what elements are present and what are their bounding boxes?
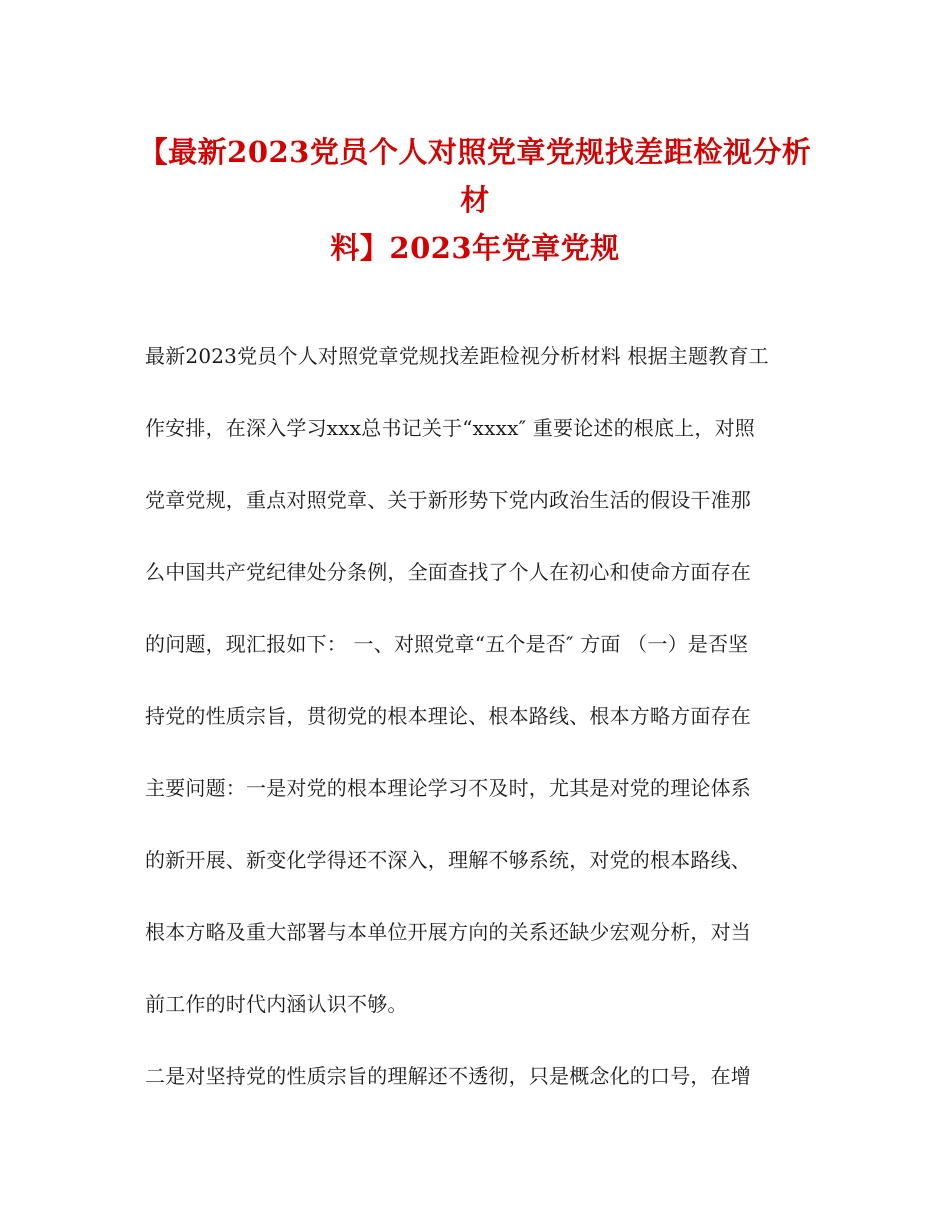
document-title: [130, 128, 820, 272]
body-line: 最新2023党员个人对照党章党规找差距检视分析材料 根据主题教育工: [145, 344, 769, 368]
title-line-1: 【最新2023党员个人对照党章党规找差距检视分析材: [138, 135, 812, 217]
body-line: 作安排，在深入学习xxx总书记关于“xxxx″ 重要论述的根底上，对照: [145, 416, 756, 440]
document-body: [145, 332, 810, 1124]
body-line: 根本方略及重大部署与本单位开展方向的关系还缺少宏观分析，对当: [145, 920, 751, 944]
body-line: 的新开展、新变化学得还不深入，理解不够系统，对党的根本路线、: [145, 848, 751, 872]
body-line: 么中国共产党纪律处分条例，全面查找了个人在初心和使命方面存在: [145, 560, 751, 584]
body-line: 的问题，现汇报如下： 一、对照党章“五个是否″ 方面 （一）是否坚: [145, 632, 749, 656]
body-line: 二是对坚持党的性质宗旨的理解还不透彻，只是概念化的口号，在增: [145, 1064, 751, 1088]
body-line: 党章党规，重点对照党章、关于新形势下党内政治生活的假设干准那: [145, 488, 751, 512]
body-line: 持党的性质宗旨，贯彻党的根本理论、根本路线、根本方略方面存在: [145, 704, 751, 728]
body-line: 主要问题：一是对党的根本理论学习不及时，尤其是对党的理论体系: [145, 776, 751, 800]
body-line: 前工作的时代内涵认识不够。: [145, 992, 408, 1016]
title-line-2: 料】2023年党章党规: [330, 231, 620, 265]
